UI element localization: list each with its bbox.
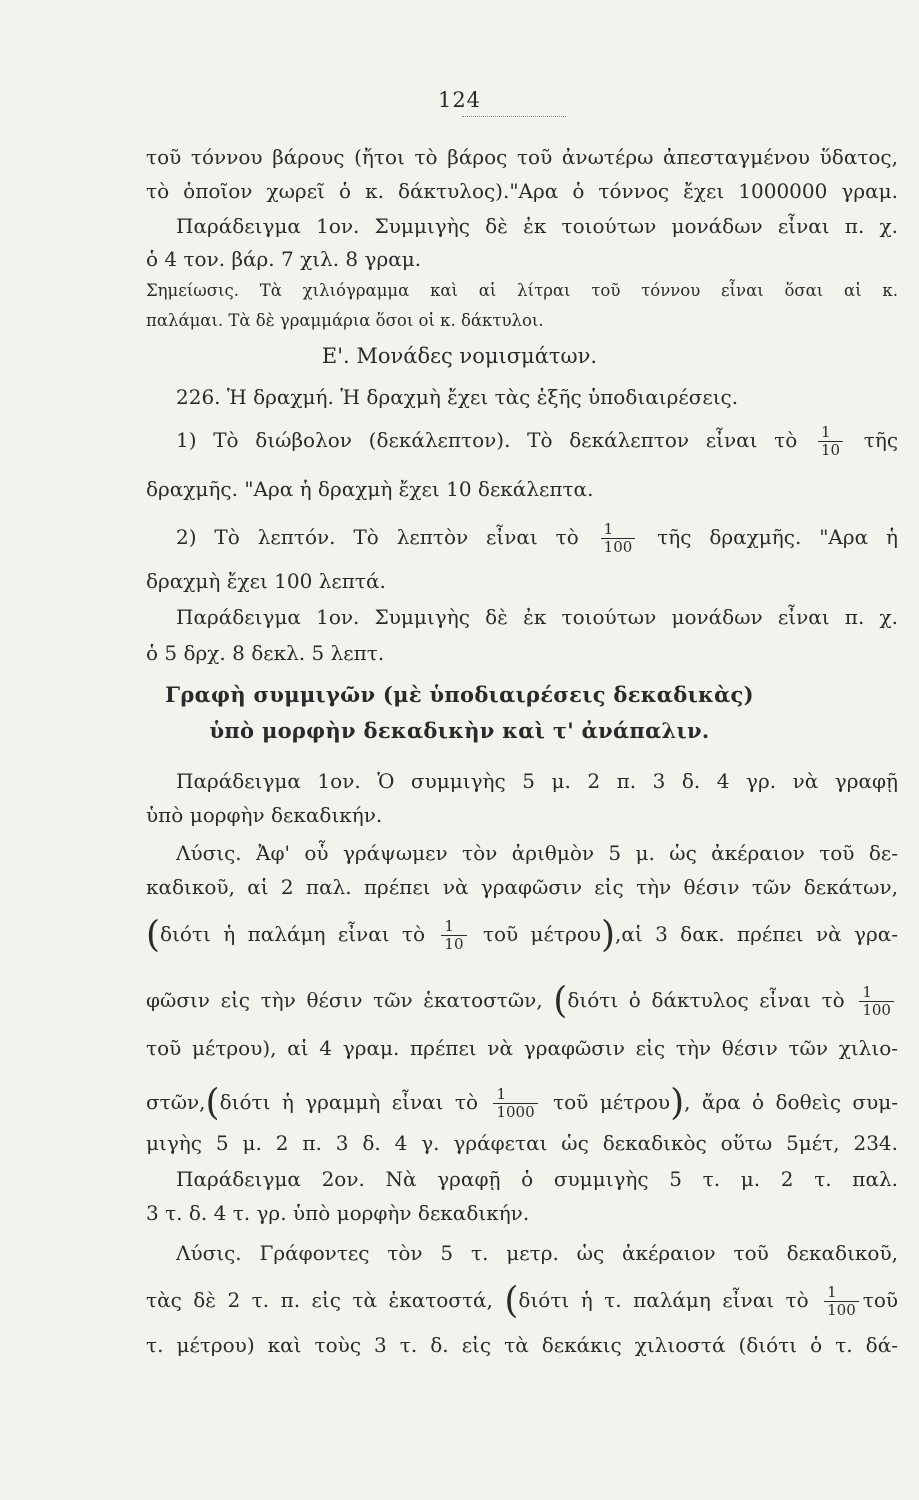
text-line: τοῦ τόννου βάρους (ἤτοι τὸ βάρος τοῦ ἀνωτέρω ἀπεσταγμένου ὕδατος, xyxy=(146,145,898,169)
text-line: δραχμῆς. "Αρα ἡ δραχμὴ ἔχει 10 δεκάλεπτα. xyxy=(146,477,594,501)
page-number-rule xyxy=(462,116,566,117)
text-line: ὁ 5 δρχ. 8 δεκλ. 5 λεπτ. xyxy=(146,641,385,665)
text-segment: στῶν, xyxy=(146,1090,206,1114)
text-segment: διότι ἡ παλάμη εἶναι τὸ xyxy=(160,922,426,946)
page-number: 124 xyxy=(437,88,482,112)
text-segment: τοῦ μέτρου xyxy=(482,922,601,946)
close-paren: ) xyxy=(670,1082,685,1124)
text-line: Παράδειγμα 2ον. Νὰ γραφῇ ὁ συμμιγὴς 5 τ. μ. 2 τ. παλ. xyxy=(176,1167,898,1191)
fraction-one-tenth: $\frac{1}{10}$ xyxy=(818,424,843,459)
text-line: Παράδειγμα 1ον. Συμμιγὴς δὲ ἐκ τοιούτων μονάδων εἶναι π. χ. xyxy=(176,214,898,238)
text-segment: διότι ἡ τ. παλάμη εἶναι τὸ xyxy=(518,1288,809,1312)
text-segment: διότι ἡ γραμμὴ εἶναι τὸ xyxy=(219,1090,479,1114)
open-paren: ( xyxy=(146,914,161,956)
text-segment: τῆς δραχμῆς. "Αρα ἡ xyxy=(657,525,899,549)
text-line xyxy=(146,980,898,1022)
open-paren: ( xyxy=(504,1280,519,1322)
fraction-one-thousandth: $\frac{1}{1000}$ xyxy=(493,1086,537,1121)
text-segment: τῆς xyxy=(863,428,899,452)
text-segment: φῶσιν εἰς τὴν θέσιν τῶν ἑκατοστῶν, xyxy=(146,988,543,1012)
note-line: Σημείωσις. Τὰ χιλιόγραμμα καὶ αἱ λίτραι τοῦ τόννου εἶναι ὅσαι αἱ κ. xyxy=(146,281,898,300)
text-line: Λύσις. Γράφοντες τὸν 5 τ. μετρ. ὡς ἀκέραιον τοῦ δεκαδικοῦ, xyxy=(176,1241,898,1265)
text-segment: τὰς δὲ 2 τ. π. εἰς τὰ ἑκατοστά, xyxy=(146,1288,493,1312)
text-line: Παράδειγμα 1ον. Συμμιγὴς δὲ ἐκ τοιούτων μονάδων εἶναι π. χ. xyxy=(176,605,898,629)
text-segment: τοῦ xyxy=(862,1288,899,1312)
fraction-one-hundredth: $\frac{1}{100}$ xyxy=(601,521,636,556)
text-segment: 2) Τὸ λεπτόν. Τὸ λεπτὸν εἶναι τὸ xyxy=(176,525,579,549)
text-line: τ. μέτρου) καὶ τοὺς 3 τ. δ. εἰς τὰ δεκάκις χιλιοστά (διότι ὁ τ. δά- xyxy=(146,1333,898,1357)
open-paren: ( xyxy=(205,1082,220,1124)
text-line: μιγὴς 5 μ. 2 π. 3 δ. 4 γ. γράφεται ὡς δεκαδικὸς οὕτω 5μέτ, 234. xyxy=(146,1131,898,1155)
close-paren: ) xyxy=(600,914,615,956)
text-segment: τοῦ μέτρου xyxy=(553,1090,671,1114)
text-line: ὁ 4 τον. βάρ. 7 χιλ. 8 γραμ. xyxy=(146,247,422,271)
text-line xyxy=(146,914,898,956)
text-line: ὑπὸ μορφὴν δεκαδικήν. xyxy=(146,803,383,827)
text-line: τοῦ μέτρου), αἱ 4 γραμ. πρέπει νὰ γραφῶσιν εἰς τὴν θέσιν τῶν χιλιο- xyxy=(146,1036,898,1060)
text-line xyxy=(146,1082,898,1124)
text-line: τὸ ὁποῖον χωρεῖ ὁ κ. δάκτυλος)."Αρα ὁ τόννος ἔχει 1000000 γραμ. xyxy=(146,179,898,203)
fraction-one-hundredth: $\frac{1}{100}$ xyxy=(859,984,894,1019)
open-paren: ( xyxy=(553,980,568,1022)
section-title: Ε'. Μονάδες νομισμάτων. xyxy=(321,344,598,368)
text-line: Λύσις. Ἀφ' οὗ γράψωμεν τὸν ἀριθμὸν 5 μ. ὡς ἀκέραιον τοῦ δε- xyxy=(176,841,898,865)
text-segment: , ἄρα ὁ δοθεὶς συμ- xyxy=(684,1090,898,1114)
text-line: 226. Ἡ δραχμή. Ἡ δραχμὴ ἔχει τὰς ἑξῆς ὑποδιαιρέσεις. xyxy=(176,385,739,409)
fraction-one-hundredth: $\frac{1}{100}$ xyxy=(824,1284,859,1319)
text-line: καδικοῦ, αἱ 2 παλ. πρέπει νὰ γραφῶσιν εἰς τὴν θέσιν τῶν δεκάτων, xyxy=(146,875,898,899)
text-line xyxy=(146,1280,899,1322)
text-segment: διότι ὁ δάκτυλος εἶναι τὸ xyxy=(567,988,845,1012)
subheading-line-1: Γραφὴ συμμιγῶν (μὲ ὑποδιαιρέσεις δεκαδικὰς) xyxy=(165,682,754,707)
note-line: παλάμαι. Τὰ δὲ γραμμάρια ὅσοι οἱ κ. δάκτυλοι. xyxy=(146,311,544,330)
text-line: Παράδειγμα 1ον. Ὁ συμμιγὴς 5 μ. 2 π. 3 δ. 4 γρ. νὰ γραφῇ xyxy=(176,769,898,793)
text-line: δραχμὴ ἔχει 100 λεπτά. xyxy=(146,569,386,593)
text-line: 3 τ. δ. 4 τ. γρ. ὑπὸ μορφὴν δεκαδικήν. xyxy=(146,1201,530,1225)
subheading-line-2: ὑπὸ μορφὴν δεκαδικὴν καὶ τ' ἀνάπαλιν. xyxy=(209,718,710,743)
text-segment: 1) Τὸ διώβολον (δεκάλεπτον). Τὸ δεκάλεπτον εἶναι τὸ xyxy=(176,428,798,452)
text-segment: ,αἱ 3 δακ. πρέπει νὰ γρα- xyxy=(614,922,898,946)
fraction-one-tenth: $\frac{1}{10}$ xyxy=(441,918,466,953)
text-line xyxy=(146,424,898,459)
text-line xyxy=(146,521,898,556)
